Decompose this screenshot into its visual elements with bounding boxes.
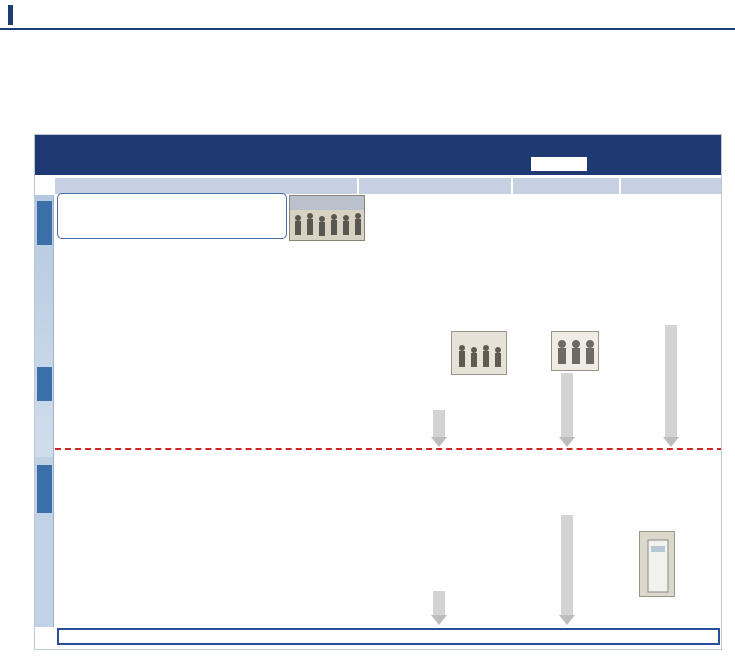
flow-arrow-shaft xyxy=(433,410,445,438)
flow-arrow-head xyxy=(559,437,575,447)
flow-arrow-shaft xyxy=(561,373,573,437)
column-header-toilet-hygiene xyxy=(621,178,721,194)
speech-callout xyxy=(57,193,287,239)
phase-separator xyxy=(55,448,722,450)
header-accent-bar xyxy=(8,5,13,25)
slide-title-bar xyxy=(35,135,722,175)
conditions-label xyxy=(531,157,587,171)
crowd-photo xyxy=(289,195,365,241)
flow-arrow-head xyxy=(559,615,575,625)
flow-arrow-shaft xyxy=(665,325,677,437)
timeline-label-day1 xyxy=(37,367,52,401)
phone-queue-photo xyxy=(451,331,507,375)
flow-arrow-head xyxy=(431,615,447,625)
timeline-label-immediate xyxy=(37,201,52,245)
summary-bar xyxy=(57,628,720,645)
supply-queue-illustration xyxy=(551,331,599,371)
disaster-scenario-slide xyxy=(34,134,722,650)
timeline-label-days-later xyxy=(37,465,52,513)
flow-arrow-head xyxy=(431,437,447,447)
flow-arrow-head xyxy=(663,437,679,447)
flow-arrow-shaft xyxy=(433,591,445,615)
flow-arrow-shaft xyxy=(561,515,573,615)
section-header xyxy=(0,0,735,30)
column-header-power-comms xyxy=(359,178,511,194)
column-header-situation xyxy=(55,178,357,194)
portable-toilet-photo xyxy=(639,531,675,597)
column-header-food-supplies xyxy=(513,178,619,194)
